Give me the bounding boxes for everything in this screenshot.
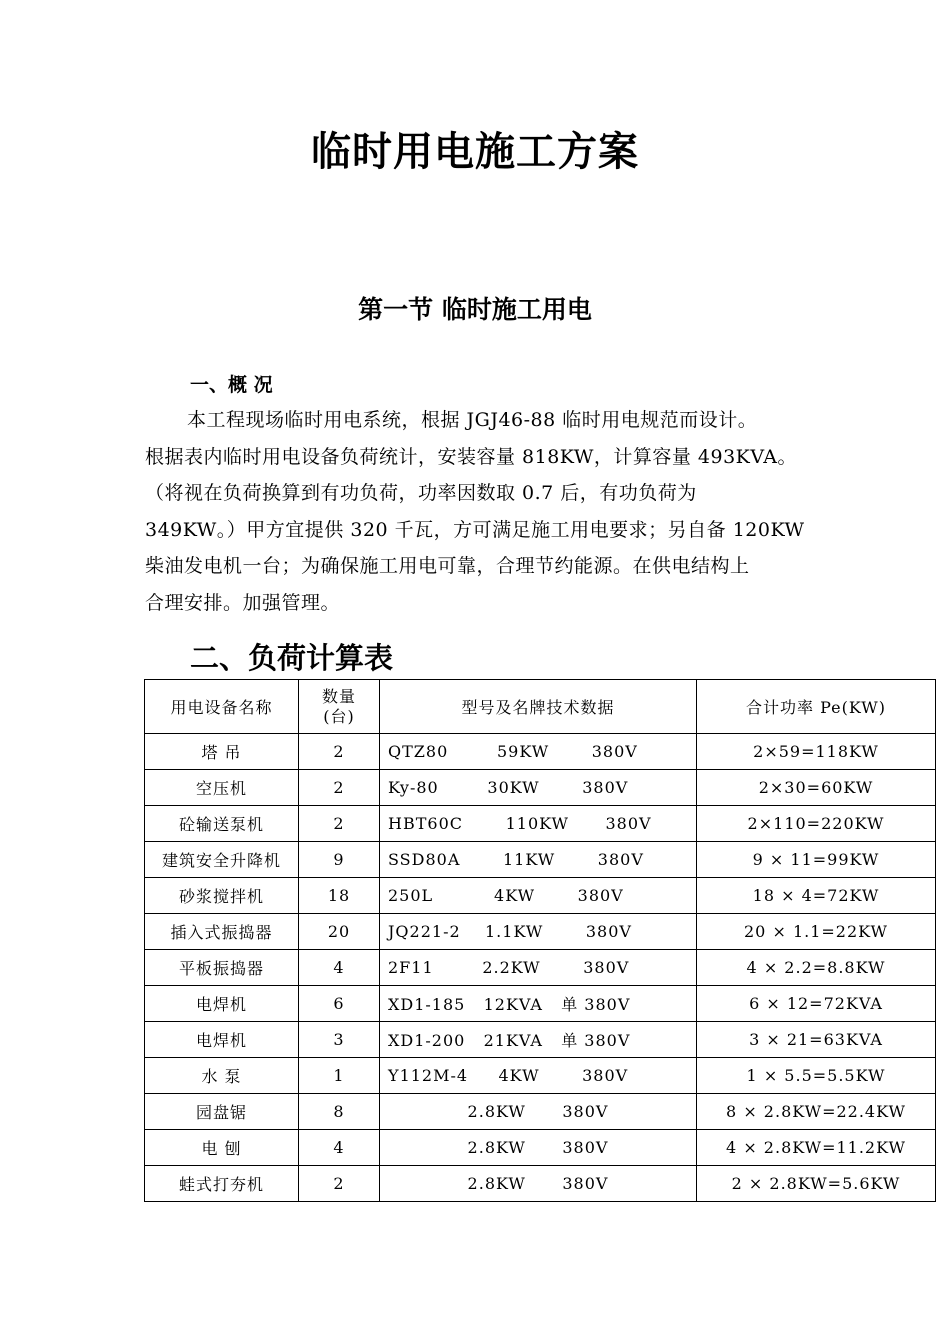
paragraph-line: 合理安排。加强管理。 bbox=[145, 591, 341, 614]
cell-equipment-name: 砂浆搅拌机 bbox=[145, 878, 299, 914]
cell-equipment-name: 平板振捣器 bbox=[145, 950, 299, 986]
cell-spec: HBT60C 110KW 380V bbox=[380, 806, 697, 842]
cell-equipment-name: 蛙式打夯机 bbox=[145, 1166, 299, 1202]
table-row bbox=[145, 1130, 936, 1166]
header-total-power: 合计功率 Pe(KW) bbox=[697, 680, 936, 734]
cell-equipment-name: 砼输送泵机 bbox=[145, 806, 299, 842]
cell-spec: 2F11 2.2KW 380V bbox=[380, 950, 697, 986]
table-row bbox=[145, 1166, 936, 1202]
cell-total-power: 3 × 21=63KVA bbox=[697, 1022, 936, 1058]
cell-spec: 250L 4KW 380V bbox=[380, 878, 697, 914]
cell-quantity: 3 bbox=[299, 1022, 380, 1058]
table-row bbox=[145, 806, 936, 842]
paragraph-line: 349KW。）甲方宜提供 320 千瓦，方可满足施工用电要求；另自备 120KW bbox=[145, 518, 805, 541]
table-row bbox=[145, 878, 936, 914]
cell-total-power: 4 × 2.8KW=11.2KW bbox=[697, 1130, 936, 1166]
cell-spec: 2.8KW 380V bbox=[380, 1166, 697, 1202]
header-quantity-line1: 数量 bbox=[321, 686, 356, 706]
cell-spec: 2.8KW 380V bbox=[380, 1094, 697, 1130]
table-row bbox=[145, 842, 936, 878]
cell-equipment-name: 电 刨 bbox=[145, 1130, 299, 1166]
table-row bbox=[145, 1022, 936, 1058]
cell-spec: Ky-80 30KW 380V bbox=[380, 770, 697, 806]
cell-quantity: 4 bbox=[299, 1130, 380, 1166]
document-title: 临时用电施工方案 bbox=[311, 129, 639, 175]
cell-equipment-name: 水 泵 bbox=[145, 1058, 299, 1094]
table-row bbox=[145, 770, 936, 806]
cell-quantity: 18 bbox=[299, 878, 380, 914]
heading-overview: 一、概 况 bbox=[190, 374, 273, 396]
paragraph-line: 根据表内临时用电设备负荷统计，安装容量 818KW，计算容量 493KVA。 bbox=[145, 445, 798, 468]
paragraph-line: 本工程现场临时用电系统，根据 JGJ46-88 临时用电规范而设计。 bbox=[187, 409, 758, 431]
cell-total-power: 6 × 12=72KVA bbox=[697, 986, 936, 1022]
header-equipment-name: 用电设备名称 bbox=[145, 680, 299, 734]
table-row bbox=[145, 734, 936, 770]
table-row bbox=[145, 950, 936, 986]
heading-load-table: 二、负荷计算表 bbox=[190, 641, 394, 675]
cell-equipment-name: 塔 吊 bbox=[145, 734, 299, 770]
cell-quantity: 2 bbox=[299, 806, 380, 842]
table-header-row bbox=[145, 680, 936, 734]
cell-spec: SSD80A 11KW 380V bbox=[380, 842, 697, 878]
cell-quantity: 9 bbox=[299, 842, 380, 878]
cell-spec: XD1-200 21KVA 单 380V bbox=[380, 1022, 697, 1058]
header-quantity-line2: (台) bbox=[323, 706, 355, 726]
paragraph-line: 柴油发电机一台；为确保施工用电可靠，合理节约能源。在供电结构上 bbox=[145, 555, 750, 577]
cell-total-power: 9 × 11=99KW bbox=[697, 842, 936, 878]
cell-total-power: 2×59=118KW bbox=[697, 734, 936, 770]
cell-equipment-name: 电焊机 bbox=[145, 1022, 299, 1058]
cell-spec: QTZ80 59KW 380V bbox=[380, 734, 697, 770]
cell-total-power: 2×110=220KW bbox=[697, 806, 936, 842]
cell-total-power: 8 × 2.8KW=22.4KW bbox=[697, 1094, 936, 1130]
cell-total-power: 4 × 2.2=8.8KW bbox=[697, 950, 936, 986]
cell-total-power: 20 × 1.1=22KW bbox=[697, 914, 936, 950]
cell-equipment-name: 园盘锯 bbox=[145, 1094, 299, 1130]
cell-total-power: 1 × 5.5=5.5KW bbox=[697, 1058, 936, 1094]
cell-quantity: 2 bbox=[299, 770, 380, 806]
cell-quantity: 4 bbox=[299, 950, 380, 986]
cell-quantity: 2 bbox=[299, 734, 380, 770]
cell-equipment-name: 建筑安全升降机 bbox=[145, 842, 299, 878]
load-calculation-table bbox=[144, 679, 936, 1202]
cell-quantity: 20 bbox=[299, 914, 380, 950]
cell-spec: 2.8KW 380V bbox=[380, 1130, 697, 1166]
section-title: 第一节 临时施工用电 bbox=[358, 295, 592, 324]
cell-spec: XD1-185 12KVA 单 380V bbox=[380, 986, 697, 1022]
table-row bbox=[145, 914, 936, 950]
table-row bbox=[145, 1058, 936, 1094]
cell-total-power: 18 × 4=72KW bbox=[697, 878, 936, 914]
cell-quantity: 1 bbox=[299, 1058, 380, 1094]
table-row bbox=[145, 986, 936, 1022]
cell-total-power: 2×30=60KW bbox=[697, 770, 936, 806]
table-row bbox=[145, 1094, 936, 1130]
cell-total-power: 2 × 2.8KW=5.6KW bbox=[697, 1166, 936, 1202]
cell-equipment-name: 插入式振捣器 bbox=[145, 914, 299, 950]
paragraph-line: （将视在负荷换算到有功负荷，功率因数取 0.7 后，有功负荷为 bbox=[145, 482, 697, 504]
cell-quantity: 6 bbox=[299, 986, 380, 1022]
header-quantity bbox=[299, 680, 380, 734]
cell-equipment-name: 电焊机 bbox=[145, 986, 299, 1022]
cell-equipment-name: 空压机 bbox=[145, 770, 299, 806]
cell-spec: Y112M-4 4KW 380V bbox=[380, 1058, 697, 1094]
overview-paragraph bbox=[145, 402, 810, 621]
cell-spec: JQ221-2 1.1KW 380V bbox=[380, 914, 697, 950]
header-spec: 型号及名牌技术数据 bbox=[380, 680, 697, 734]
cell-quantity: 2 bbox=[299, 1166, 380, 1202]
cell-quantity: 8 bbox=[299, 1094, 380, 1130]
